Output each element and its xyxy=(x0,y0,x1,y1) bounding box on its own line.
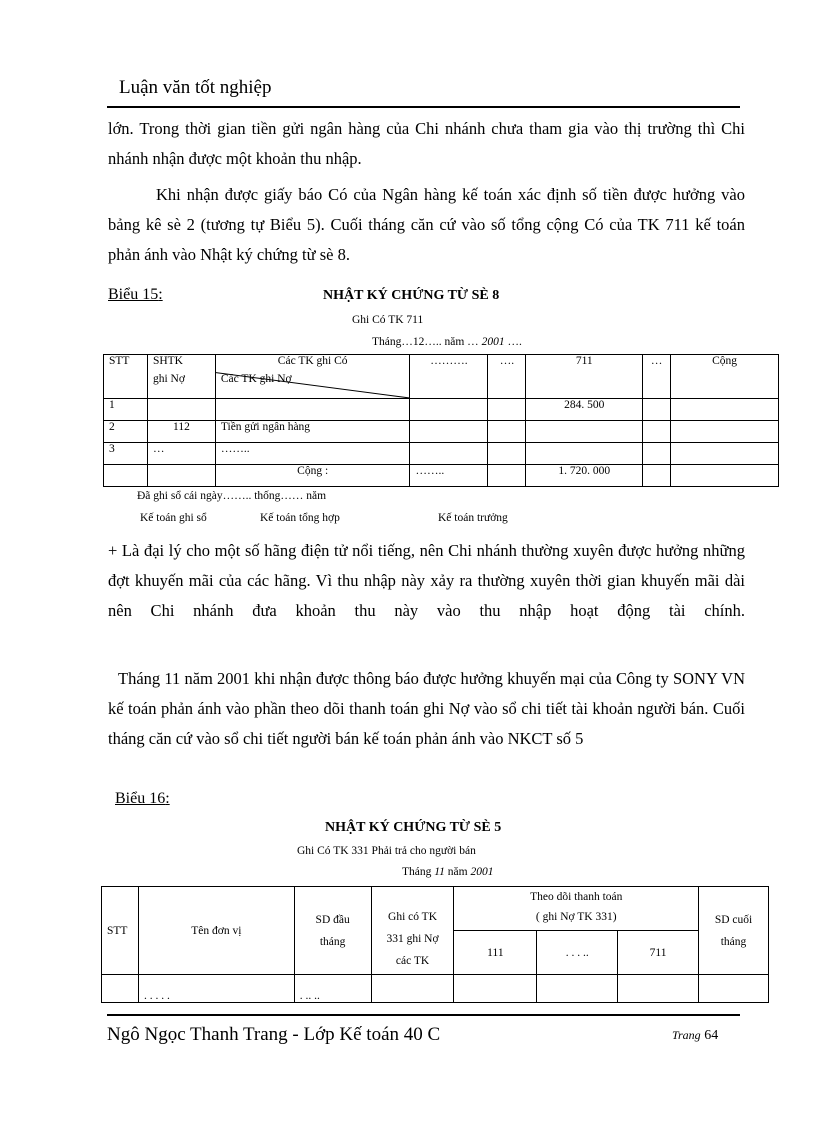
paragraph-1: lớn. Trong thời gian tiền gửi ngân hàng của Chi nhánh chưa tham gia vào thị trường thì Chi nhánh nhận được một khoản thu nhập. xyxy=(108,119,745,168)
t16-row-711 xyxy=(618,975,699,1003)
t16-header-111: 111 xyxy=(454,931,537,975)
total-stt xyxy=(104,465,148,487)
header-711: 711 xyxy=(526,355,643,399)
total-label: Cộng : xyxy=(215,465,410,487)
t16-header-dots: . . . .. xyxy=(537,931,618,975)
total-c1: …….. xyxy=(410,465,488,487)
row3-c1 xyxy=(410,443,488,465)
header-dots-2: …. xyxy=(488,355,526,399)
footer-author: Ngô Ngọc Thanh Trang - Lớp Kế toán 40 C xyxy=(107,1024,441,1045)
row3-shtk: … xyxy=(147,443,215,465)
t16-row-ghico xyxy=(371,975,454,1003)
row2-c1 xyxy=(410,421,488,443)
table16-subtitle: Ghi Có TK 331 Phải trả cho người bán xyxy=(297,845,476,857)
header-cong: Cộng xyxy=(671,355,779,399)
paragraph-4: Tháng 11 năm 2001 khi nhận được thông báo được hưởng khuyến mại của Công ty SONY VN kế toán phản ánh vào phần theo dõi thanh toán ghi Nợ vào sổ chi tiết tài khoản người bán. Cuối tháng căn cứ vào sổ chi tiết người bán kế toán phản ánh vào NKCT số 5 xyxy=(108,669,745,748)
table15-title: NHẬT KÝ CHỨNG TỪ SÈ 8 xyxy=(323,288,500,303)
row2-c3 xyxy=(643,421,671,443)
table16-header-row xyxy=(102,887,769,931)
table-row xyxy=(104,443,779,465)
row2-cong xyxy=(671,421,779,443)
row1-c1 xyxy=(410,399,488,421)
table15-period: Tháng…12….. năm … 2001 …. xyxy=(372,336,522,348)
t16-header-stt: STT xyxy=(102,887,139,975)
table15-subtitle: Ghi Có TK 711 xyxy=(352,314,424,326)
table-row xyxy=(104,421,779,443)
t16-header-ghi-co: Ghi có TK 331 ghi Nợ các TK xyxy=(371,887,454,975)
t16-header-sd-dau: SD đầu tháng xyxy=(294,887,371,975)
t16-header-711: 711 xyxy=(618,931,699,975)
t16-row-ten: . . . . . xyxy=(138,975,294,1003)
t16-header-ten: Tên đơn vị xyxy=(138,887,294,975)
row1-c3 xyxy=(643,399,671,421)
table15-header-row xyxy=(104,355,779,399)
bieu-16-label: Biểu 16: xyxy=(115,790,170,807)
row1-shtk xyxy=(147,399,215,421)
paragraph-2: Khi nhận được giấy báo Có của Ngân hàng kế toán xác định số tiền được hưởng vào bảng kê sè 2 (tương tự Biểu 5). Cuối tháng căn cứ vào số tổng cộng Có của TK 711 kế toán phản ánh vào Nhật ký chứng từ sè 8. xyxy=(108,185,745,264)
table16-title: NHẬT KÝ CHỨNG TỪ SÈ 5 xyxy=(325,820,502,835)
total-711: 1. 720. 000 xyxy=(526,465,643,487)
total-cong xyxy=(671,465,779,487)
total-shtk xyxy=(147,465,215,487)
running-header: Luận văn tốt nghiệp xyxy=(119,77,272,98)
total-c2 xyxy=(488,465,526,487)
paragraph-3: + Là đại lý cho một số hãng điện tử nổi tiếng, nên Chi nhánh thường xuyên được hưởng những đợt khuyến mãi của các hãng. Vì thu nhập này xảy ra thường xuyên thời gian khuyến mãi dài nên Chi nhánh đưa khoản thu này vào thu nhập hoạt động tài chính. xyxy=(108,541,745,620)
row3-c3 xyxy=(643,443,671,465)
header-diagonal: Các TK ghi Có Các TK ghi Nợ xyxy=(215,355,410,399)
table-row xyxy=(104,399,779,421)
row3-name: …….. xyxy=(215,443,410,465)
row3-711 xyxy=(526,443,643,465)
table-15 xyxy=(103,354,779,487)
row3-cong xyxy=(671,443,779,465)
t16-row-stt xyxy=(102,975,139,1003)
row2-c2 xyxy=(488,421,526,443)
table16-period: Tháng 11 năm 2001 xyxy=(402,866,494,878)
header-shtk: SHTK ghi Nợ xyxy=(147,355,215,399)
header-rule xyxy=(107,106,740,108)
signature-tong-hop: Kế toán tổng hợp xyxy=(260,512,340,524)
diagonal-line xyxy=(216,355,410,398)
footer-rule xyxy=(107,1014,740,1016)
row2-shtk: 112 xyxy=(147,421,215,443)
t16-row-sd: . .. .. xyxy=(294,975,371,1003)
t16-header-sd-cuoi: SD cuối tháng xyxy=(699,887,769,975)
t16-row-111 xyxy=(454,975,537,1003)
row1-name xyxy=(215,399,410,421)
row2-stt: 2 xyxy=(104,421,148,443)
t16-row-sd-cuoi xyxy=(699,975,769,1003)
row1-c2 xyxy=(488,399,526,421)
header-dots-1: ………. xyxy=(410,355,488,399)
signature-ghi-so: Kế toán ghi sổ xyxy=(140,512,207,524)
t16-header-theo-doi: Theo dõi thanh toán ( ghi Nợ TK 331) xyxy=(454,887,699,931)
ledger-note: Đã ghi sổ cái ngày…….. thống…… năm xyxy=(137,490,327,502)
row1-stt: 1 xyxy=(104,399,148,421)
table-row xyxy=(102,975,769,1003)
t16-row-dots xyxy=(537,975,618,1003)
row1-cong xyxy=(671,399,779,421)
bieu-15-label: Biểu 15: xyxy=(108,286,163,303)
header-stt: STT xyxy=(104,355,148,399)
total-c3 xyxy=(643,465,671,487)
row2-711 xyxy=(526,421,643,443)
signature-truong: Kế toán trưởng xyxy=(438,512,508,524)
row2-name: Tiền gửi ngân hàng xyxy=(215,421,410,443)
row3-c2 xyxy=(488,443,526,465)
table15-total-row xyxy=(104,465,779,487)
row3-stt: 3 xyxy=(104,443,148,465)
header-dots-3: … xyxy=(643,355,671,399)
footer-page: Trang 64 xyxy=(672,1028,719,1043)
row1-711: 284. 500 xyxy=(526,399,643,421)
table-16 xyxy=(101,886,769,1003)
